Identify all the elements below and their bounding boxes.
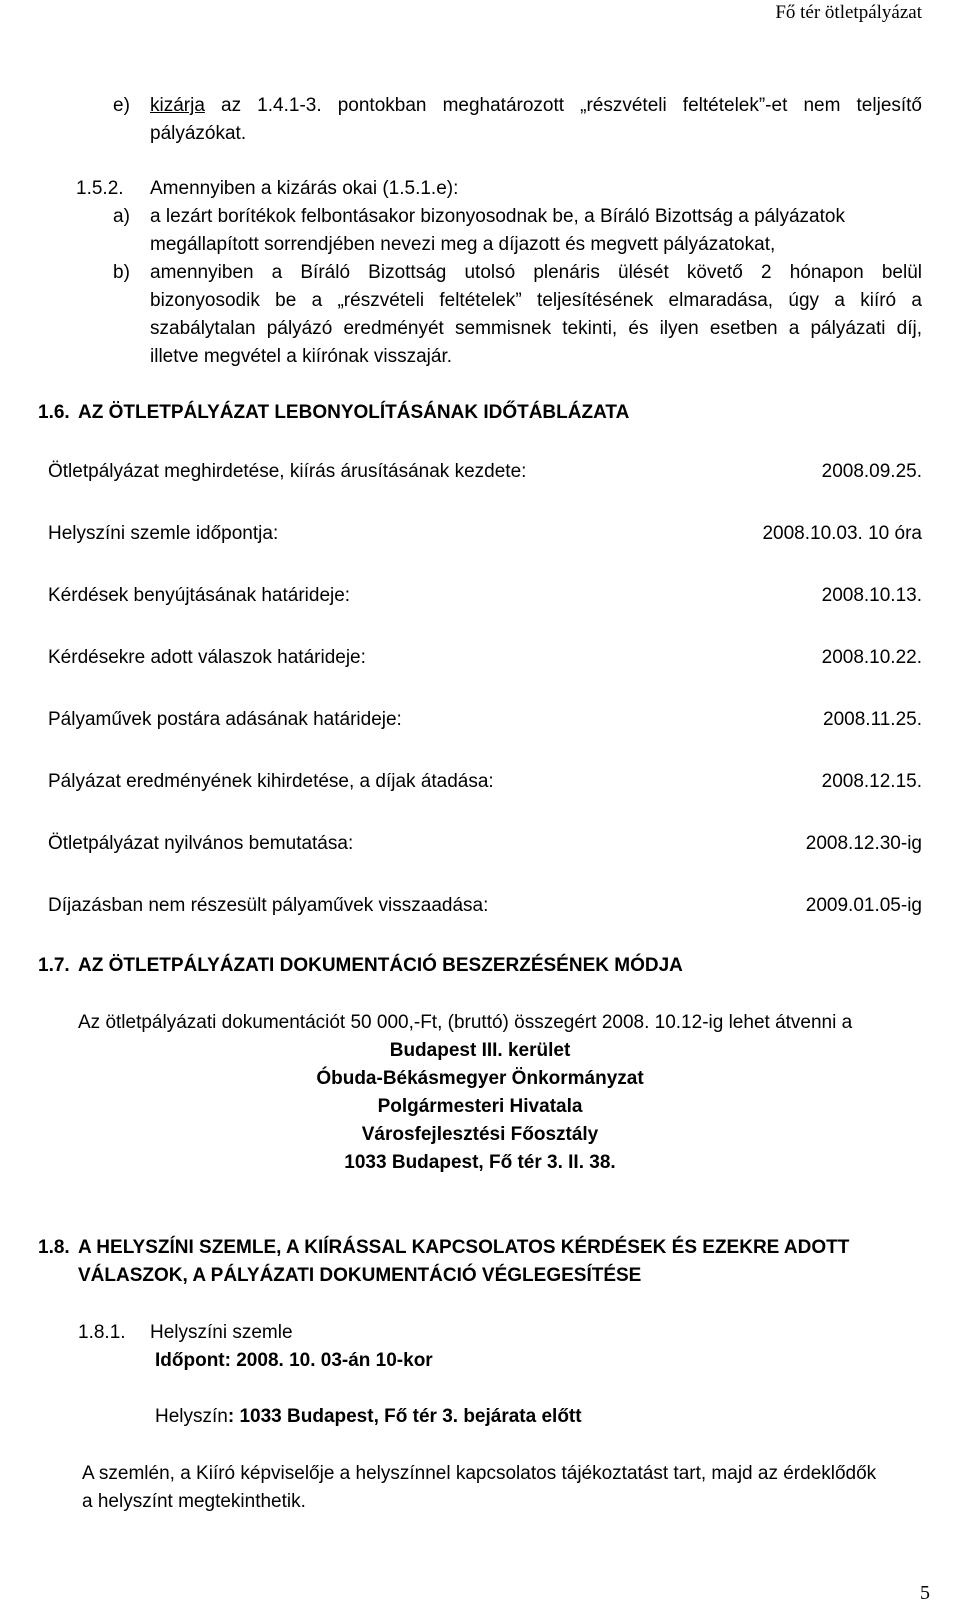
section-152-intro: Amennyiben a kizárás okai (1.5.1.e):: [150, 178, 459, 199]
item-e-text: az 1.4.1-3. pontokban meghatározott „részvételi feltételek”-et nem teljesítő: [221, 95, 923, 116]
address-line: Óbuda-Békásmegyer Önkormányzat: [316, 1068, 644, 1089]
item-e-marker: e): [113, 95, 130, 116]
address-line: Városfejlesztési Főosztály: [361, 1124, 599, 1145]
item-e-line1: [150, 95, 922, 117]
schedule-label: Kérdések benyújtásának határideje:: [48, 585, 351, 606]
schedule-date: 2008.10.03. 10 óra: [762, 523, 922, 544]
schedule-date: 2008.12.15.: [821, 771, 922, 792]
item-e-line2: pályázókat.: [150, 123, 247, 144]
inspection-place: [155, 1406, 582, 1428]
section-16-title: AZ ÖTLETPÁLYÁZAT LEBONYOLÍTÁSÁNAK IDŐTÁBLÁZATA: [78, 402, 630, 423]
item-b-line1: amennyiben a Bíráló Bizottság utolsó plenáris ülését követő 2 hónapon belül: [150, 262, 922, 283]
inspection-place-value: : 1033 Budapest, Fő tér 3. bejárata előtt: [227, 1406, 582, 1427]
subsection-181-number: 1.8.1.: [78, 1322, 126, 1343]
running-header: Fő tér ötletpályázat: [775, 2, 922, 23]
schedule-label: Ötletpályázat meghirdetése, kiírás árusításának kezdete:: [48, 461, 527, 482]
section-17-number: 1.7.: [38, 955, 70, 976]
section-18-title-line2: VÁLASZOK, A PÁLYÁZATI DOKUMENTÁCIÓ VÉGLEGESÍTÉSE: [78, 1265, 642, 1286]
section-18-title-line1: A HELYSZÍNI SZEMLE, A KIÍRÁSSAL KAPCSOLATOS KÉRDÉSEK ÉS EZEKRE ADOTT: [78, 1237, 850, 1258]
item-b-marker: b): [113, 262, 130, 283]
schedule-date: 2008.12.30-ig: [805, 833, 922, 854]
item-a-line2: megállapított sorrendjében nevezi meg a díjazott és megvett pályázatokat,: [150, 234, 776, 255]
schedule-date: 2009.01.05-ig: [805, 895, 922, 916]
inspection-place-label: Helyszín: [155, 1406, 228, 1427]
section-18-body-line2: a helyszínt megtekinthetik.: [82, 1491, 306, 1512]
inspection-time: Időpont: 2008. 10. 03-án 10-kor: [155, 1350, 433, 1371]
item-b-line2: bizonyosodik be a „részvételi feltételek” teljesítésének elmaradása, úgy a kiíró a: [150, 290, 922, 311]
section-17-body: Az ötletpályázati dokumentációt 50 000,-Ft, (bruttó) összegért 2008. 10.12-ig lehet átvenni a: [78, 1012, 853, 1033]
schedule-date: 2008.09.25.: [821, 461, 922, 482]
address-line: Budapest III. kerület: [389, 1040, 571, 1061]
schedule-label: Helyszíni szemle időpontja:: [48, 523, 279, 544]
address-line: Polgármesteri Hivatala: [377, 1096, 583, 1117]
item-a-line1: a lezárt borítékok felbontásakor bizonyosodnak be, a Bíráló Bizottság a pályázatok: [150, 206, 845, 227]
schedule-label: Pályázat eredményének kihirdetése, a díjak átadása:: [48, 771, 494, 792]
section-16-number: 1.6.: [38, 402, 70, 423]
address-line: 1033 Budapest, Fő tér 3. II. 38.: [344, 1152, 616, 1173]
schedule-label: Pályaművek postára adásának határideje:: [48, 709, 402, 730]
item-a-marker: a): [113, 206, 130, 227]
schedule-label: Kérdésekre adott válaszok határideje:: [48, 647, 366, 668]
section-18-number: 1.8.: [38, 1237, 70, 1258]
section-18-body-line1: A szemlén, a Kiíró képviselője a helyszínnel kapcsolatos tájékoztatást tart, majd az érdeklődők: [82, 1463, 877, 1484]
schedule-label: Díjazásban nem részesült pályaművek visszaadása:: [48, 895, 489, 916]
schedule-label: Ötletpályázat nyilvános bemutatása:: [48, 833, 354, 854]
item-b-line3: szabálytalan pályázó eredményét semmisnek tekinti, és ilyen esetben a pályázati díj,: [150, 318, 922, 339]
schedule-date: 2008.10.13.: [821, 585, 922, 606]
item-b-line4: illetve megvétel a kiírónak visszajár.: [150, 346, 453, 367]
schedule-date: 2008.10.22.: [821, 647, 922, 668]
section-152-number: 1.5.2.: [76, 178, 124, 199]
page-number: 5: [920, 1582, 930, 1604]
section-17-title: AZ ÖTLETPÁLYÁZATI DOKUMENTÁCIÓ BESZERZÉSÉNEK MÓDJA: [78, 955, 683, 976]
schedule-date: 2008.11.25.: [823, 709, 922, 730]
item-e-link[interactable]: kizárja: [150, 95, 205, 116]
subsection-181-title: Helyszíni szemle: [150, 1322, 293, 1343]
